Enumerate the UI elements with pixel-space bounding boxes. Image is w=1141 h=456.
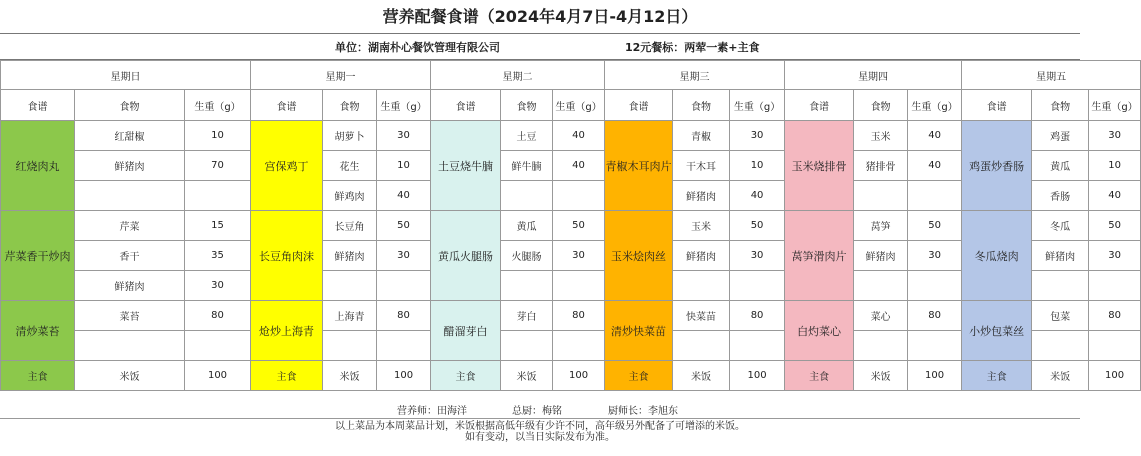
ingredient-food (854, 331, 908, 361)
ingredient-weight: 80 (553, 301, 605, 331)
dish-name: 醋溜芽白 (431, 301, 501, 361)
ingredient-weight: 30 (377, 241, 431, 271)
ingredient-food: 红甜椒 (75, 121, 185, 151)
ingredient-food: 花生 (323, 151, 377, 181)
ingredient-weight: 40 (377, 181, 431, 211)
ingredient-weight: 40 (730, 181, 785, 211)
dish-name: 清炒菜苔 (1, 301, 75, 361)
ingredient-food: 香肠 (1032, 181, 1089, 211)
staple-food: 米饭 (75, 361, 185, 391)
ingredient-weight: 50 (377, 211, 431, 241)
ingredient-weight: 10 (377, 151, 431, 181)
ingredient-food (501, 271, 553, 301)
ingredient-weight: 40 (908, 151, 962, 181)
ingredient-food (854, 271, 908, 301)
dish-name: 长豆角肉沫 (251, 211, 323, 301)
ingredient-weight (908, 331, 962, 361)
ingredient-weight: 80 (185, 301, 251, 331)
ingredient-food (501, 331, 553, 361)
ingredient-weight: 40 (908, 121, 962, 151)
ingredient-weight: 80 (377, 301, 431, 331)
ingredient-food: 火腿肠 (501, 241, 553, 271)
day-name: 星期四 (785, 61, 962, 90)
unit-label: 单位：湖南朴心餐饮管理有限公司 (335, 41, 500, 54)
ingredient-food: 冬瓜 (1032, 211, 1089, 241)
info-row (0, 33, 1080, 60)
weight-header: 生重（g） (553, 90, 605, 121)
ingredient-weight: 30 (377, 121, 431, 151)
ingredient-food (323, 271, 377, 301)
ingredient-weight: 35 (185, 241, 251, 271)
ingredient-food (1032, 271, 1089, 301)
ingredient-food (673, 331, 730, 361)
dish-name: 土豆烧牛腩 (431, 121, 501, 211)
staple-label: 主食 (605, 361, 673, 391)
ingredient-weight: 30 (1089, 121, 1141, 151)
staple-weight: 100 (377, 361, 431, 391)
ingredient-weight: 70 (185, 151, 251, 181)
dish-name: 白灼菜心 (785, 301, 854, 361)
ingredient-food: 菜苔 (75, 301, 185, 331)
ingredient-food: 芽白 (501, 301, 553, 331)
note-line: 如有变动，以当日实际发布为准。 (465, 432, 615, 443)
ingredient-weight (1089, 271, 1141, 301)
ingredient-food: 胡萝卜 (323, 121, 377, 151)
ingredient-food: 鲜猪肉 (673, 241, 730, 271)
ingredient-food: 鲜猪肉 (1032, 241, 1089, 271)
food-header: 食物 (323, 90, 377, 121)
ingredient-food: 鲜猪肉 (75, 151, 185, 181)
ingredient-weight (185, 181, 251, 211)
ingredient-weight: 30 (730, 241, 785, 271)
ingredient-weight (908, 271, 962, 301)
ingredient-food: 鸡蛋 (1032, 121, 1089, 151)
ingredient-weight (553, 271, 605, 301)
dish-name: 玉米烩肉丝 (605, 211, 673, 301)
food-header: 食物 (501, 90, 553, 121)
ingredient-food: 黄瓜 (1032, 151, 1089, 181)
day-name: 星期一 (251, 61, 431, 90)
ingredient-weight: 30 (908, 241, 962, 271)
recipe-header: 食谱 (785, 90, 854, 121)
ingredient-weight: 50 (1089, 211, 1141, 241)
ingredient-food: 鲜猪肉 (323, 241, 377, 271)
ingredient-weight: 30 (1089, 241, 1141, 271)
weight-header: 生重（g） (908, 90, 962, 121)
staple-weight: 100 (908, 361, 962, 391)
staple-label: 主食 (1, 361, 75, 391)
weight-header: 生重（g） (377, 90, 431, 121)
ingredient-weight (553, 331, 605, 361)
staple-food: 米饭 (323, 361, 377, 391)
recipe-header: 食谱 (962, 90, 1032, 121)
meal-standard-label: 12元餐标：两荤一素+主食 (625, 41, 760, 54)
ingredient-food: 青椒 (673, 121, 730, 151)
staple-label: 主食 (251, 361, 323, 391)
ingredient-food: 快菜苗 (673, 301, 730, 331)
ingredient-food: 上海青 (323, 301, 377, 331)
dish-name: 莴笋滑肉片 (785, 211, 854, 301)
staple-label: 主食 (785, 361, 854, 391)
dish-name: 红烧肉丸 (1, 121, 75, 211)
table-row (1, 211, 1141, 241)
staple-weight: 100 (553, 361, 605, 391)
dish-name: 清炒快菜苗 (605, 301, 673, 361)
ingredient-food: 包菜 (1032, 301, 1089, 331)
ingredient-weight: 30 (553, 241, 605, 271)
menu-title: 营养配餐食谱（2024年4月7日-4月12日） (0, 0, 1080, 34)
ingredient-food: 鲜猪肉 (673, 181, 730, 211)
ingredient-weight: 50 (553, 211, 605, 241)
day-header-row (1, 61, 1141, 90)
ingredient-food: 干木耳 (673, 151, 730, 181)
ingredient-food: 玉米 (673, 211, 730, 241)
ingredient-food (673, 271, 730, 301)
recipe-header: 食谱 (251, 90, 323, 121)
ingredient-weight (730, 271, 785, 301)
table-row (1, 301, 1141, 331)
notes-footer (0, 418, 1080, 456)
weight-header: 生重（g） (730, 90, 785, 121)
ingredient-weight: 50 (908, 211, 962, 241)
food-header: 食物 (854, 90, 908, 121)
dish-name: 青椒木耳肉片 (605, 121, 673, 211)
ingredient-weight: 10 (1089, 151, 1141, 181)
dish-name: 小炒包菜丝 (962, 301, 1032, 361)
ingredient-food (75, 331, 185, 361)
dish-name: 冬瓜烧肉 (962, 211, 1032, 301)
staple-weight: 100 (185, 361, 251, 391)
ingredient-weight (1089, 331, 1141, 361)
ingredient-food: 鲜猪肉 (75, 271, 185, 301)
weight-header: 生重（g） (185, 90, 251, 121)
recipe-header: 食谱 (1, 90, 75, 121)
ingredient-food: 土豆 (501, 121, 553, 151)
recipe-header: 食谱 (431, 90, 501, 121)
dietitian-label: 营养师：田海洋 (397, 406, 467, 417)
staple-food: 米饭 (1032, 361, 1089, 391)
ingredient-food: 玉米 (854, 121, 908, 151)
table-row (1, 121, 1141, 151)
ingredient-food: 莴笋 (854, 211, 908, 241)
recipe-header: 食谱 (605, 90, 673, 121)
ingredient-food (501, 181, 553, 211)
ingredient-weight: 30 (185, 271, 251, 301)
weight-header: 生重（g） (1089, 90, 1141, 121)
head-chef-label: 总厨：梅铭 (512, 406, 562, 417)
dish-name: 炝炒上海青 (251, 301, 323, 361)
column-header-row (1, 90, 1141, 121)
ingredient-weight (553, 181, 605, 211)
ingredient-food (854, 181, 908, 211)
ingredient-food: 鲜猪肉 (854, 241, 908, 271)
ingredient-food: 香干 (75, 241, 185, 271)
dish-name: 黄瓜火腿肠 (431, 211, 501, 301)
staple-label: 主食 (962, 361, 1032, 391)
ingredient-weight: 40 (553, 151, 605, 181)
ingredient-weight: 40 (1089, 181, 1141, 211)
ingredient-food: 鲜鸡肉 (323, 181, 377, 211)
ingredient-food: 芹菜 (75, 211, 185, 241)
ingredient-food: 黄瓜 (501, 211, 553, 241)
day-name: 星期二 (431, 61, 605, 90)
staff-row (0, 398, 1080, 418)
staple-food: 米饭 (501, 361, 553, 391)
food-header: 食物 (673, 90, 730, 121)
dish-name: 宫保鸡丁 (251, 121, 323, 211)
ingredient-weight: 15 (185, 211, 251, 241)
ingredient-weight: 30 (730, 121, 785, 151)
ingredient-food: 鲜牛腩 (501, 151, 553, 181)
day-name: 星期日 (1, 61, 251, 90)
ingredient-weight: 50 (730, 211, 785, 241)
dish-name: 鸡蛋炒香肠 (962, 121, 1032, 211)
ingredient-weight (377, 271, 431, 301)
note-line: 以上菜品为本周菜品计划，米饭根据高低年级有少许不同，高年级另外配备了可增添的米饭。 (335, 421, 745, 432)
ingredient-weight: 80 (1089, 301, 1141, 331)
day-name: 星期三 (605, 61, 785, 90)
ingredient-food: 猪排骨 (854, 151, 908, 181)
ingredient-weight (377, 331, 431, 361)
ingredient-food (323, 331, 377, 361)
dish-name: 芹菜香干炒肉 (1, 211, 75, 301)
ingredient-food: 菜心 (854, 301, 908, 331)
ingredient-weight (185, 331, 251, 361)
ingredient-weight: 10 (185, 121, 251, 151)
ingredient-weight: 80 (730, 301, 785, 331)
staple-food: 米饭 (854, 361, 908, 391)
food-header: 食物 (75, 90, 185, 121)
dish-name: 玉米烧排骨 (785, 121, 854, 211)
staple-weight: 100 (1089, 361, 1141, 391)
ingredient-weight (730, 331, 785, 361)
ingredient-food: 长豆角 (323, 211, 377, 241)
ingredient-food (1032, 331, 1089, 361)
ingredient-weight: 80 (908, 301, 962, 331)
ingredient-weight: 40 (553, 121, 605, 151)
menu-table (0, 60, 1141, 391)
staple-row (1, 361, 1141, 391)
staple-label: 主食 (431, 361, 501, 391)
kitchen-manager-label: 厨师长：李旭东 (608, 406, 678, 417)
ingredient-weight: 10 (730, 151, 785, 181)
food-header: 食物 (1032, 90, 1089, 121)
staple-weight: 100 (730, 361, 785, 391)
ingredient-weight (908, 181, 962, 211)
staple-food: 米饭 (673, 361, 730, 391)
day-name: 星期五 (962, 61, 1141, 90)
ingredient-food (75, 181, 185, 211)
